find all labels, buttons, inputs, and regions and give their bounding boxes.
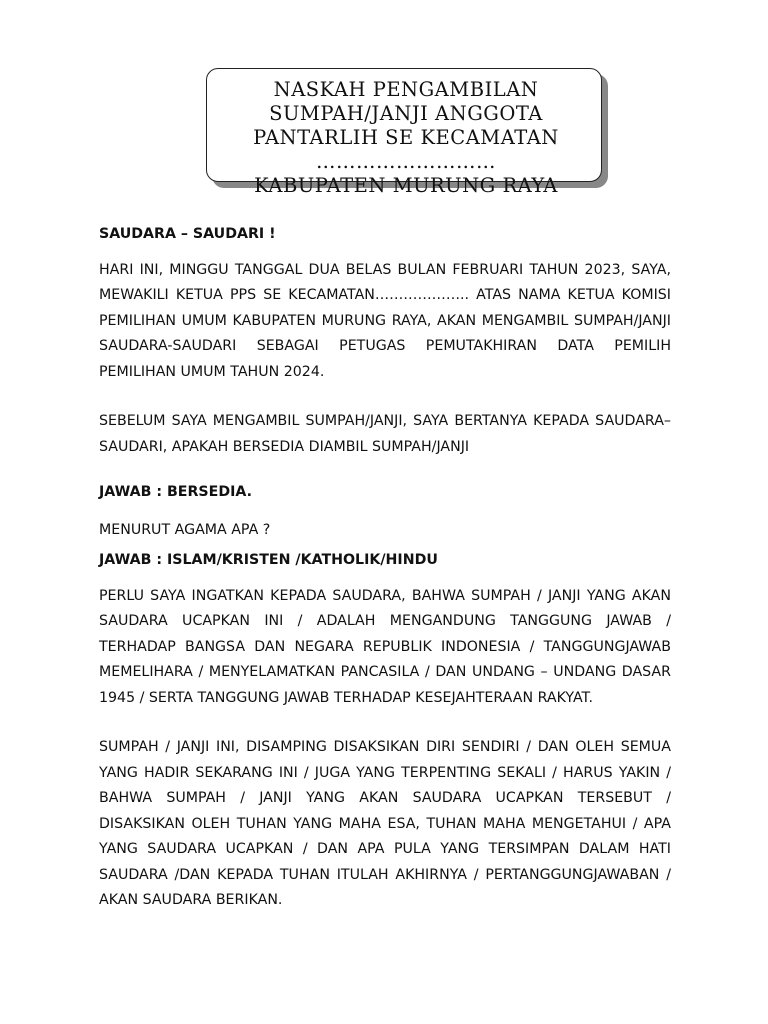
title-line-2: SUMPAH/JANJI ANGGOTA (269, 102, 543, 125)
intro-paragraph: HARI INI, MINGGU TANGGAL DUA BELAS BULAN FEBRUARI TAHUN 2023, SAYA, MEWAKILI KETUA PPS SE KECAMATAN……………….. ATAS NAMA KETUA KOMISI PEMILIHAN UMUM KABUPATEN MURUNG RAYA, AKAN MENGAMBIL SUMPAH/JANJI SAUDARA-SAUDARI SEBAGAI PETUGAS PEMUTAKHIRAN DATA PEMILIH PEMILIHAN UMUM TAHUN 2024. (99, 261, 671, 380)
title-line-1: NASKAH PENGAMBILAN (273, 78, 539, 101)
answer-ready: JAWAB : BERSEDIA. (99, 484, 253, 500)
document-body (99, 222, 671, 914)
document-title (206, 78, 606, 198)
question-religion: MENURUT AGAMA APA ? (99, 521, 271, 538)
salutation: SAUDARA – SAUDARI ! (99, 226, 276, 242)
reminder-paragraph: PERLU SAYA INGATKAN KEPADA SAUDARA, BAHWA SUMPAH / JANJI YANG AKAN SAUDARA UCAPKAN INI / ADALAH MENGANDUNG TANGGUNG JAWAB / TERHADAP BANGSA DAN NEGARA REPUBLIK INDONESIA / TANGGUNGJAWAB MEMELIHARA / MENYELAMATKAN PANCASILA / DAN UNDANG – UNDANG DASAR 1945 / SERTA TANGGUNG JAWAB TERHADAP KESEJAHTERAAN RAKYAT. (99, 587, 671, 706)
answer-religion: JAWAB : ISLAM/KRISTEN /KATHOLIK/HINDU (99, 552, 438, 568)
witness-paragraph: SUMPAH / JANJI INI, DISAMPING DISAKSIKAN DIRI SENDIRI / DAN OLEH SEMUA YANG HADIR SEKARANG INI / JUGA YANG TERPENTING SEKALI / HARUS YAKIN / BAHWA SUMPAH / JANJI YANG AKAN SAUDARA UCAPKAN TERSEBUT / DISAKSIKAN OLEH TUHAN YANG MAHA ESA, TUHAN MAHA MENGETAHUI / APA YANG SAUDARA UCAPKAN / DAN APA PULA YANG TERSIMPAN DALAM HATI SAUDARA /DAN KEPADA TUHAN ITULAH AKHIRNYA / PERTANGGUNGJAWABAN / AKAN SAUDARA BERIKAN. (99, 739, 671, 908)
title-line-4-placeholder-dots: ……………………… (316, 150, 496, 173)
title-line-5: KABUPATEN MURUNG RAYA (254, 174, 558, 197)
title-line-3: PANTARLIH SE KECAMATAN (253, 126, 559, 149)
question-ready-paragraph: SEBELUM SAYA MENGAMBIL SUMPAH/JANJI, SAYA BERTANYA KEPADA SAUDARA–SAUDARI, APAKAH BERSEDIA DIAMBIL SUMPAH/JANJI (99, 413, 671, 455)
